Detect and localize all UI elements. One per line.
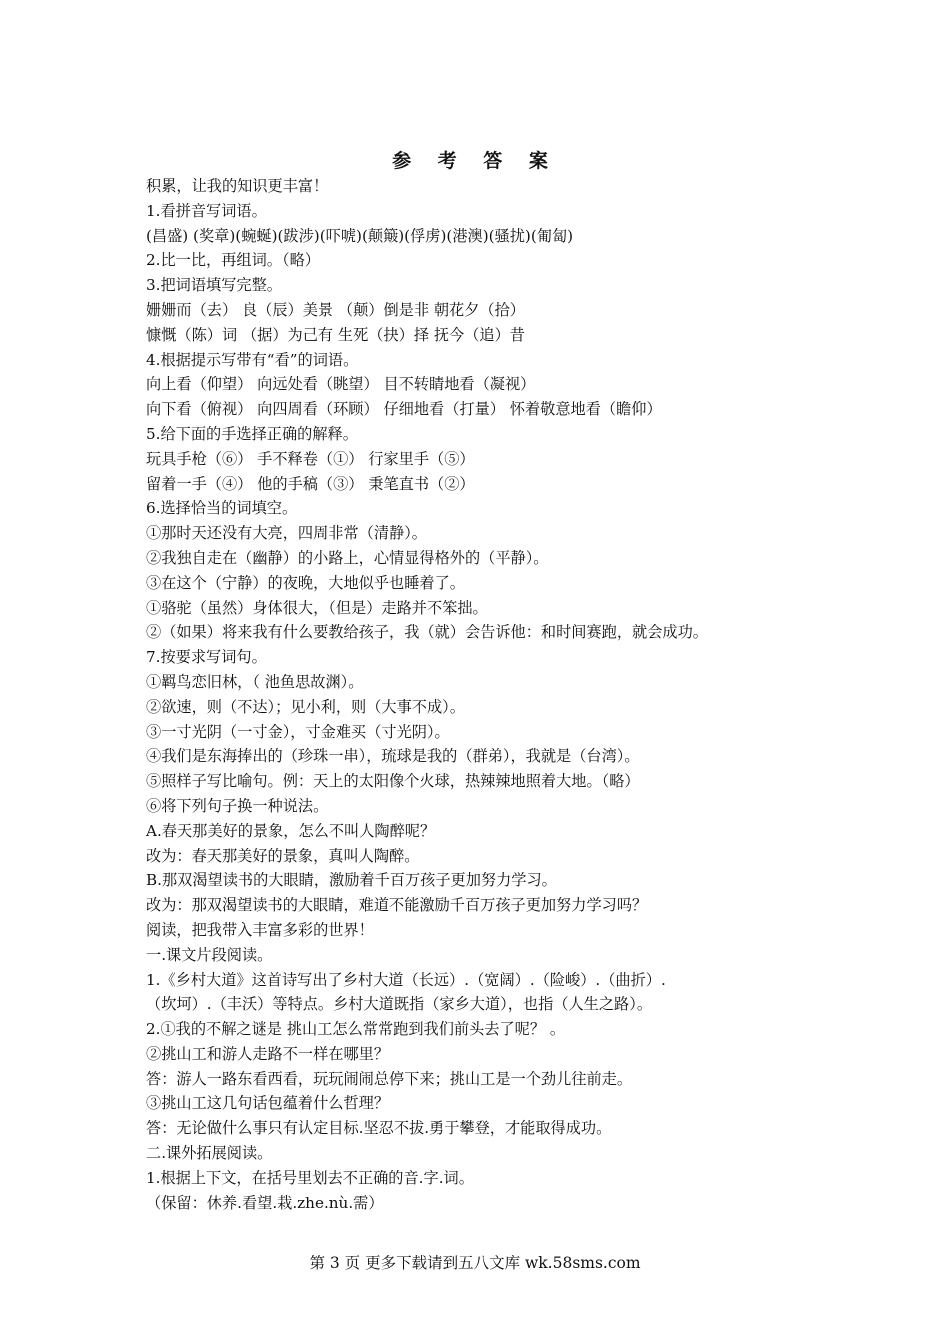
text-line: 答：无论做什么事只有认定目标.坚忍不拔.勇于攀登，才能取得成功。 (146, 1119, 612, 1138)
text-line: ②挑山工和游人走路不一样在哪里？ (146, 1044, 389, 1063)
text-line: ①骆驼（虽然）身体很大，（但是）走路并不笨拙。 (146, 598, 488, 617)
text-line: 积累，让我的知识更丰富！ (146, 177, 329, 195)
page-footer: 第 3 页 更多下载请到五八文库 wk.58sms.com (309, 1254, 641, 1272)
answer-body (146, 174, 846, 1215)
text-line: 1.《乡村大道》这首诗写出了乡村大道（长远）.（宽阔）.（险峻）.（曲折）. (146, 970, 666, 989)
text-line: 姗姗而（去） 良（辰）美景 （颠）倒是非 朝花夕（拾） (146, 300, 525, 319)
text-line: 向上看（仰望） 向远处看（眺望） 目不转睛地看（凝视） (146, 375, 536, 394)
text-line: 留着一手（④） 他的手稿（③） 秉笔直书（②） (146, 474, 475, 493)
text-line: 4.根据提示写带有“看”的词语。 (146, 350, 359, 369)
text-line: （坎坷）.（丰沃）等特点。乡村大道既指（家乡大道），也指（人生之路）。 (146, 995, 653, 1014)
text-line: ⑤照样子写比喻句。例：天上的太阳像个火球，热辣辣地照着大地。（略） (146, 772, 640, 791)
text-line: B.那双渴望读书的大眼睛，激励着千百万孩子更加努力学习。 (146, 871, 557, 890)
text-line: (昌盛) (奖章)(蜿蜒)(跋涉)(吓唬)(颠簸)(俘虏)(港澳)(骚扰)(匍匐) (146, 226, 574, 245)
text-line: 玩具手枪（⑥） 手不释卷（①） 行家里手（⑤） (146, 449, 475, 468)
text-line: 一.课文片段阅读。 (146, 945, 273, 964)
text-line: 改为：春天那美好的景象，真叫人陶醉。 (146, 846, 420, 865)
text-line: 答：游人一路东看西看，玩玩闹闹总停下来；挑山工是一个劲儿往前走。 (146, 1069, 632, 1088)
text-line: ④我们是东海捧出的（珍珠一串），琉球是我的（群弟），我就是（台湾）。 (146, 747, 640, 766)
text-line: 二.课外拓展阅读。 (146, 1144, 273, 1163)
text-line: 阅读，把我带入丰富多彩的世界！ (146, 920, 374, 939)
text-line: ②欲速，则（不达）；见小利，则（大事不成）。 (146, 697, 465, 716)
text-line: （保留：休养.看望.栽.zhe.nù.需） (146, 1193, 384, 1212)
text-line: 3.把词语填写完整。 (146, 276, 282, 295)
text-line: 慷慨（陈）词 （据）为己有 生死（抉）择 抚今（追）昔 (146, 325, 525, 344)
text-line: 2.①我的不解之谜是 挑山工怎么常常跑到我们前头去了呢？ 。 (146, 1020, 566, 1039)
text-line: 1.看拼音写词语。 (146, 201, 267, 220)
text-line: 6.选择恰当的词填空。 (146, 499, 298, 518)
text-line: ②（如果）将来我有什么要教给孩子，我（就）会告诉他：和时间赛跑，就会成功。 (146, 623, 708, 642)
text-line: ①羁鸟恋旧林，（ 池鱼思故渊）。 (146, 672, 364, 691)
text-line: 7.按要求写词句。 (146, 648, 267, 667)
text-line: ③挑山工这几句话包蕴着什么哲理？ (146, 1094, 389, 1113)
text-line: 改为：那双渴望读书的大眼睛，难道不能激励千百万孩子更加努力学习吗？ (146, 896, 648, 915)
text-line: ①那时天还没有大亮，四周非常（清静）。 (146, 524, 427, 543)
page-title: 参 考 答 案 (392, 150, 558, 172)
text-line: A.春天那美好的景象，怎么不叫人陶醉呢？ (146, 821, 436, 840)
text-line: 5.给下面的手选择正确的解释。 (146, 424, 358, 443)
text-line: ②我独自走在（幽静）的小路上，心情显得格外的（平静）。 (146, 548, 549, 567)
text-line: ③一寸光阴（一寸金），寸金难买（寸光阴）。 (146, 722, 450, 741)
text-line: 2.比一比，再组词。（略） (146, 251, 320, 270)
text-line: ③在这个（宁静）的夜晚，大地似乎也睡着了。 (146, 573, 465, 592)
text-line: 向下看（俯视） 向四周看（环顾） 仔细地看（打量） 怀着敬意地看（瞻仰） (146, 400, 662, 419)
text-line: ⑥将下列句子换一种说法。 (146, 796, 329, 815)
text-line: 1.根据上下文，在括号里划去不正确的音.字.词。 (146, 1168, 474, 1187)
